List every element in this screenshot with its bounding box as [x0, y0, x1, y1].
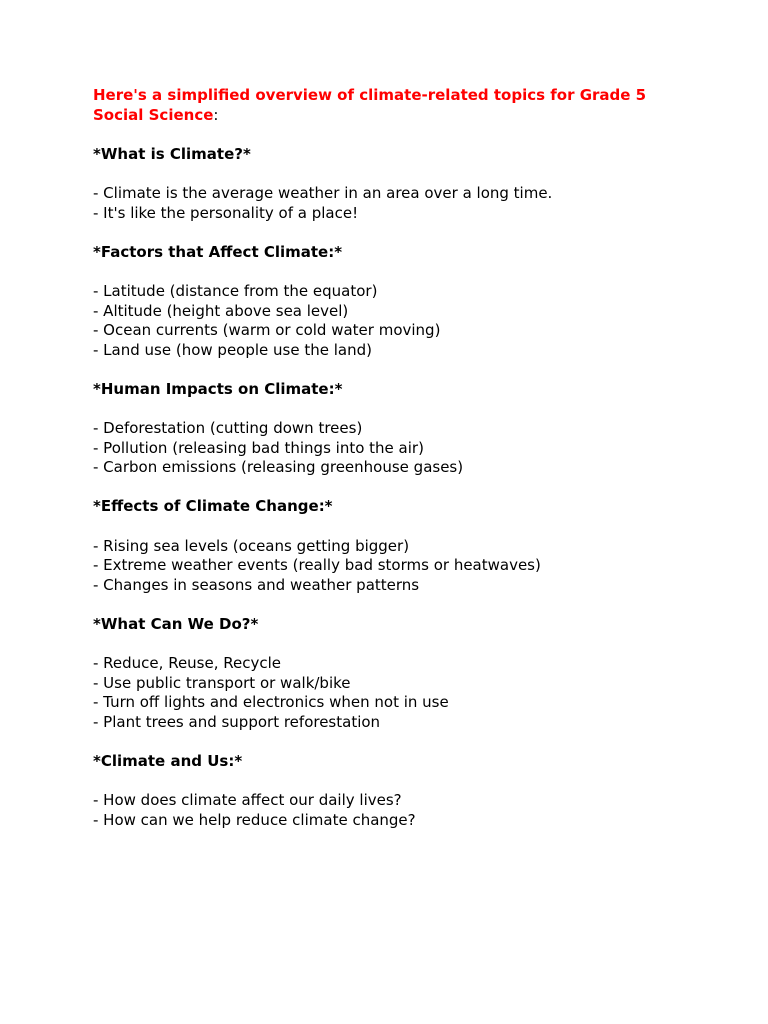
list-item: - Extreme weather events (really bad storms or heatwaves): [93, 556, 541, 575]
spacer: [93, 164, 693, 184]
section-what-is-climate: [93, 145, 693, 223]
list-item: - How can we help reduce climate change?: [93, 810, 416, 829]
intro-paragraph: [93, 86, 693, 125]
section-heading: *Factors that Affect Climate:*: [93, 242, 343, 261]
spacer: [93, 223, 693, 243]
bullet-list: [93, 419, 693, 478]
intro-colon: :: [213, 105, 219, 124]
section-factors: [93, 243, 693, 361]
list-item: - How does climate affect our daily lives?: [93, 791, 402, 810]
bullet-list: [93, 654, 693, 732]
list-item: - Changes in seasons and weather patterns: [93, 575, 420, 594]
section-heading: *Human Impacts on Climate:*: [93, 379, 343, 398]
section-heading: *Effects of Climate Change:*: [93, 497, 333, 516]
spacer: [93, 517, 693, 537]
list-item: - Latitude (distance from the equator): [93, 281, 378, 300]
list-item: - Ocean currents (warm or cold water moving): [93, 321, 441, 340]
section-climate-and-us: [93, 752, 693, 830]
spacer: [93, 635, 693, 655]
spacer: [93, 262, 693, 282]
spacer: [93, 360, 693, 380]
list-item: - Plant trees and support reforestation: [93, 713, 381, 731]
list-item: - Rising sea levels (oceans getting bigger): [93, 536, 410, 555]
list-item: - Use public transport or walk/bike: [93, 673, 351, 692]
bullet-list: [93, 184, 693, 223]
list-item: - Reduce, Reuse, Recycle: [93, 654, 282, 673]
section-effects: [93, 497, 693, 595]
intro-text: Here's a simplified overview of climate-related topics for Grade 5 Social Science: [93, 86, 647, 124]
list-item: - Turn off lights and electronics when not in use: [93, 693, 449, 712]
spacer: [93, 595, 693, 615]
spacer: [93, 733, 693, 753]
section-heading: *What Can We Do?*: [93, 615, 259, 634]
list-item: - Carbon emissions (releasing greenhouse gases): [93, 458, 464, 477]
spacer: [93, 478, 693, 498]
document-page: [93, 86, 693, 831]
section-human-impacts: [93, 380, 693, 478]
section-heading: *What is Climate?*: [93, 144, 251, 163]
list-item: - Deforestation (cutting down trees): [93, 419, 363, 438]
spacer: [93, 125, 693, 145]
list-item: - Altitude (height above sea level): [93, 301, 349, 320]
list-item: - Pollution (releasing bad things into the air): [93, 438, 424, 457]
bullet-list: [93, 282, 693, 360]
section-what-can-we-do: [93, 615, 693, 733]
spacer: [93, 400, 693, 420]
spacer: [93, 772, 693, 792]
bullet-list: [93, 537, 693, 596]
list-item: - Land use (how people use the land): [93, 340, 372, 359]
list-item: - It's like the personality of a place!: [93, 203, 359, 222]
bullet-list: [93, 791, 693, 830]
list-item: - Climate is the average weather in an area over a long time.: [93, 183, 553, 202]
section-heading: *Climate and Us:*: [93, 752, 243, 771]
